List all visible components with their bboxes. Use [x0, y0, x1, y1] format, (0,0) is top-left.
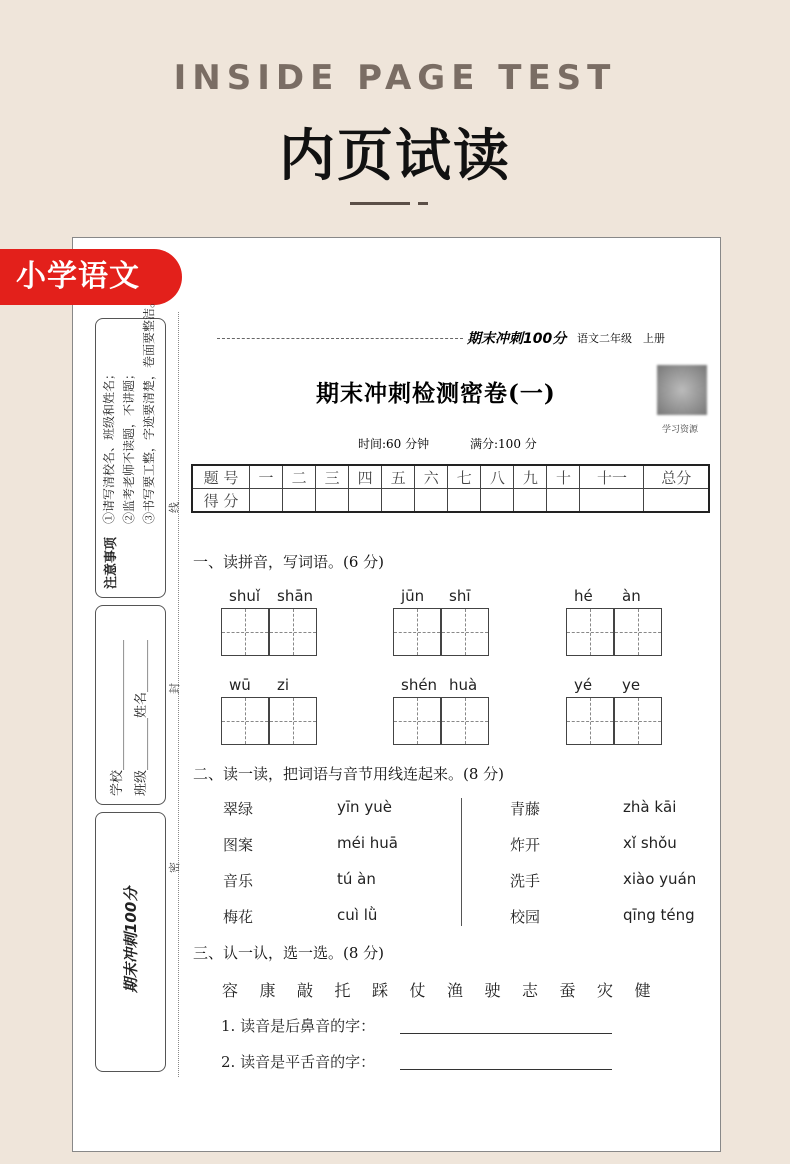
score-cell[interactable]: [580, 489, 644, 513]
question-number-cell: 四: [349, 465, 382, 489]
score-cell[interactable]: [316, 489, 349, 513]
character: 志: [522, 981, 539, 1000]
divider: [350, 202, 410, 205]
header-grade: 语文二年级 上册: [577, 332, 665, 345]
notes-title: 注意事项: [104, 536, 119, 589]
pinyin: wū: [229, 676, 251, 694]
character: 托: [334, 981, 351, 1000]
pinyin: yé: [574, 676, 593, 694]
writing-cell[interactable]: [566, 608, 614, 656]
character: 蚕: [559, 981, 576, 1000]
writing-cell[interactable]: [269, 608, 317, 656]
pinyin: hé: [574, 587, 593, 605]
question-number-cell: 九: [514, 465, 547, 489]
question-1: 1. 读音是后鼻音的字：: [221, 1017, 376, 1035]
score-cell[interactable]: [283, 489, 316, 513]
exam-title: 期末冲刺检测密卷(一): [316, 380, 556, 407]
name-text: 姓名: [134, 691, 149, 718]
word[interactable]: 翠绿: [223, 800, 254, 818]
question-number-cell: 十一: [580, 465, 644, 489]
question-number-cell: 一: [250, 465, 283, 489]
score-cell[interactable]: [415, 489, 448, 513]
row-label: 题 号: [192, 465, 250, 489]
writing-cell[interactable]: [441, 608, 489, 656]
pinyin[interactable]: méi huā: [337, 834, 398, 852]
binding-line: [178, 312, 179, 1077]
qr-code[interactable]: [657, 365, 707, 415]
time-limit: 时间:60 分钟: [358, 437, 430, 451]
qr-label: 学习资源: [662, 425, 699, 435]
note-2: ②监考老师不读题，不讲题；: [122, 367, 136, 524]
writing-cell[interactable]: [221, 697, 269, 745]
sidebar-brand: 期末冲刺100分: [122, 886, 140, 993]
mark-line: 线: [168, 502, 181, 513]
writing-cell[interactable]: [269, 697, 317, 745]
brand-box: [95, 812, 166, 1072]
score-cell[interactable]: [644, 489, 709, 513]
writing-cell[interactable]: [614, 608, 662, 656]
question-number-cell: 七: [448, 465, 481, 489]
score-cell[interactable]: [547, 489, 580, 513]
section-2-title: 二、读一读，把词语与音节用线连起来。(8 分): [193, 765, 505, 783]
question-number-cell: 二: [283, 465, 316, 489]
writing-cell[interactable]: [566, 697, 614, 745]
pinyin: shān: [277, 587, 314, 605]
question-number-cell: 五: [382, 465, 415, 489]
score-cell[interactable]: [349, 489, 382, 513]
word[interactable]: 青藤: [510, 800, 541, 818]
word[interactable]: 炸开: [510, 836, 541, 854]
word[interactable]: 洗手: [510, 872, 541, 890]
english-heading: INSIDE PAGE TEST: [173, 58, 617, 98]
subject-tag: 小学语文: [0, 249, 182, 305]
pinyin[interactable]: zhà kāi: [623, 798, 677, 816]
character: 康: [259, 981, 276, 1000]
answer-line-1[interactable]: [400, 1033, 612, 1034]
answer-line-2[interactable]: [400, 1069, 612, 1070]
word[interactable]: 校园: [510, 908, 541, 926]
character: 灾: [597, 981, 614, 1000]
question-number-cell: 总分: [644, 465, 709, 489]
writing-cell[interactable]: [393, 697, 441, 745]
pinyin: shén: [401, 676, 438, 694]
character: 驶: [484, 981, 501, 1000]
pinyin[interactable]: cuì lǜ: [337, 906, 378, 924]
writing-cell[interactable]: [393, 608, 441, 656]
character: 踩: [372, 981, 389, 1000]
mark-secret: 密: [168, 862, 181, 873]
pinyin[interactable]: yīn yuè: [337, 798, 392, 816]
word[interactable]: 音乐: [223, 872, 254, 890]
pinyin: zi: [277, 676, 290, 694]
character: 敲: [297, 981, 314, 1000]
character: 容: [222, 981, 239, 1000]
word[interactable]: 图案: [223, 836, 254, 854]
school-label: 学校____________________: [110, 639, 125, 796]
pinyin: àn: [622, 587, 641, 605]
mark-seal: 封: [168, 683, 181, 694]
pinyin[interactable]: xiào yuán: [623, 870, 697, 888]
score-cell[interactable]: [448, 489, 481, 513]
question-2: 2. 读音是平舌音的字：: [221, 1053, 376, 1071]
pinyin: jūn: [401, 587, 425, 605]
divider-dot: [418, 202, 428, 205]
question-number-cell: 八: [481, 465, 514, 489]
score-cell[interactable]: [250, 489, 283, 513]
score-cell[interactable]: [382, 489, 415, 513]
section-3-title: 三、认一认，选一选。(8 分): [193, 944, 385, 962]
question-number-cell: 三: [316, 465, 349, 489]
note-1: ①请写清校名、班级和姓名；: [102, 367, 116, 524]
pinyin[interactable]: qīng téng: [623, 906, 695, 924]
writing-cell[interactable]: [441, 697, 489, 745]
pinyin[interactable]: xǐ shǒu: [623, 834, 677, 852]
class-text: 班级: [134, 769, 149, 796]
header-brand: 期末冲刺100分: [467, 331, 567, 347]
writing-cell[interactable]: [614, 697, 662, 745]
pinyin: shī: [449, 587, 471, 605]
question-number-cell: 十: [547, 465, 580, 489]
score-table: [191, 464, 710, 513]
character: 仗: [409, 981, 426, 1000]
full-score: 满分:100 分: [470, 437, 537, 451]
score-cell[interactable]: [514, 489, 547, 513]
student-info-box: [95, 605, 166, 805]
question-number-cell: 六: [415, 465, 448, 489]
pinyin: huà: [449, 676, 478, 694]
writing-cell[interactable]: [221, 608, 269, 656]
pinyin: ye: [622, 676, 641, 694]
note-3: ③书写要工整，字迹要清楚，卷面要整洁。: [142, 295, 156, 524]
character: 渔: [447, 981, 464, 1000]
header-rule: [217, 338, 463, 339]
school-text: 学校: [110, 769, 125, 796]
pinyin: shuǐ: [229, 587, 260, 605]
pinyin[interactable]: tú àn: [337, 870, 376, 888]
notes-box: [95, 295, 166, 598]
chinese-heading: 内页试读: [279, 124, 511, 189]
class-label: 班级________姓名________: [134, 639, 149, 796]
score-cell[interactable]: [481, 489, 514, 513]
word[interactable]: 梅花: [223, 908, 254, 926]
row-label: 得 分: [192, 489, 250, 513]
section-1-title: 一、读拼音，写词语。(6 分): [193, 553, 385, 571]
character: 健: [634, 981, 651, 1000]
column-divider: [461, 798, 462, 926]
